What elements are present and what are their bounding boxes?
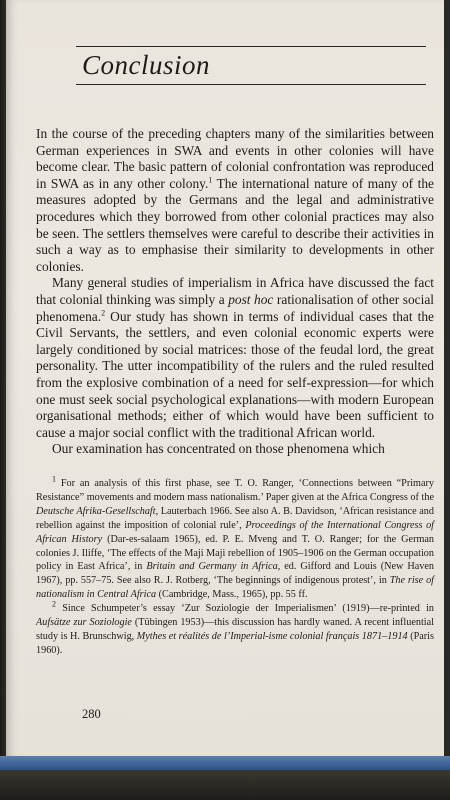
footnote-2-text-a: Since Schumpeter’s essay ‘Zur Soziologie der Imperialismen’ (1919)—re-printed in xyxy=(56,603,434,615)
footnote-1-italic-f: Britain and Germany in Africa xyxy=(146,561,278,573)
footnote-2-number: 2 xyxy=(52,599,56,609)
chapter-title: Conclusion xyxy=(82,50,211,80)
footnote-1-text-i: (Cambridge, Mass., 1965), pp. 55 ff. xyxy=(156,589,308,601)
paragraph-1-text-a: In the course of the preceding chapters many of the similarities between German experiences in SWA and events in other colonies will have become clear. The basic pattern of colonial confrontation was reproduced in SWA as in any other colony. xyxy=(36,126,434,191)
paragraph-3: Our examination has concentrated on those phenomena which xyxy=(52,441,385,457)
paragraph-1-text-b: The international nature of many of the measures adopted by the Germans and the legal and administrative procedures which they borrowed from other colonial practices may also be seen. The settlers themselves were careful to describe their activities in such a way as to emphasise their similarity to developments in other colonies. xyxy=(36,175,434,274)
footnote-2 xyxy=(36,599,434,658)
footnote-2-italic-b: Aufsätze zur Soziologie xyxy=(36,617,132,629)
page-number: 280 xyxy=(82,707,101,721)
book-cover-edge xyxy=(0,756,450,770)
footnote-2-text-c: (Tübingen 1953)—this discussion has hardly waned. A recent influential study is H. Brunschwig, xyxy=(36,617,434,642)
body-text xyxy=(36,126,434,458)
footnote-1-text-e: (Dar-es-salaam 1965), ed. P. E. Mveng and T. O. Ranger; for the German colonies J. Iliffe, ‘The effects of the Maji Maji rebellion of 1905–1906 on the German occupation policy in East Africa’, in xyxy=(36,533,434,573)
footnote-2-italic-d: Mythes et réalités de l’Imperial-isme colonial français 1871–1914 xyxy=(136,630,408,642)
paragraph-2-text-b: rationalisation of other social phenomena. xyxy=(36,291,434,324)
footnote-1-number: 1 xyxy=(52,474,56,484)
title-rule-bottom xyxy=(76,84,426,85)
footnote-1-text-a: For an analysis of this first phase, see T. O. Ranger, ‘Connections between “Primary Resistance” movements and modern mass nationalism.’ Paper given at the Africa Congress of the xyxy=(36,478,434,503)
footnote-ref-1: 1 xyxy=(208,175,213,185)
footnote-1 xyxy=(36,474,435,602)
footnote-1-text-c: , Lauterbach 1966. See also A. B. Davidson, ‘African resistance and rebellion against the imposition of colonial rule’, xyxy=(36,505,434,531)
footnote-ref-2: 2 xyxy=(101,308,106,318)
footnote-1-text-g: , ed. Gifford and Louis (New Haven 1967), pp. 557–75. See also R. J. Rotberg, ‘The beginnings of indigenous protest’, in xyxy=(36,561,435,587)
paragraph-1 xyxy=(36,126,434,275)
background-surface xyxy=(0,770,450,800)
footnote-2-text-e: (Paris 1960). xyxy=(36,630,434,656)
paragraph-2-italic: post hoc xyxy=(228,291,274,307)
footnote-1-italic-d: Proceedings of the International Congress of African History xyxy=(36,519,434,545)
paragraph-2 xyxy=(36,275,434,441)
footnote-1-italic-h: The rise of nationalism in Central Africa xyxy=(36,575,434,601)
footnote-1-italic-b: Deutsche Afrika-Gesellschaft xyxy=(36,505,156,517)
book-page xyxy=(6,0,444,758)
paragraph-2-text-c: Our study has shown in terms of individual cases that the Civil Servants, the settlers, and even colonial economic experts were largely conditioned by social matrices: those of the feudal lord, the great personality. The utter incompatibility of the rulers and the ruled resulted from the explosive combination of a need for self-expression—for which one must seek social psychological explanations—with modern European organisational methods; either of which would have been sufficient to cause a major social conflict with the traditional African world. xyxy=(36,308,434,440)
footnotes xyxy=(36,474,435,658)
paragraph-2-text-a: Many general studies of imperialism in Africa have discussed the fact that colonial thinking was simply a xyxy=(36,275,434,307)
